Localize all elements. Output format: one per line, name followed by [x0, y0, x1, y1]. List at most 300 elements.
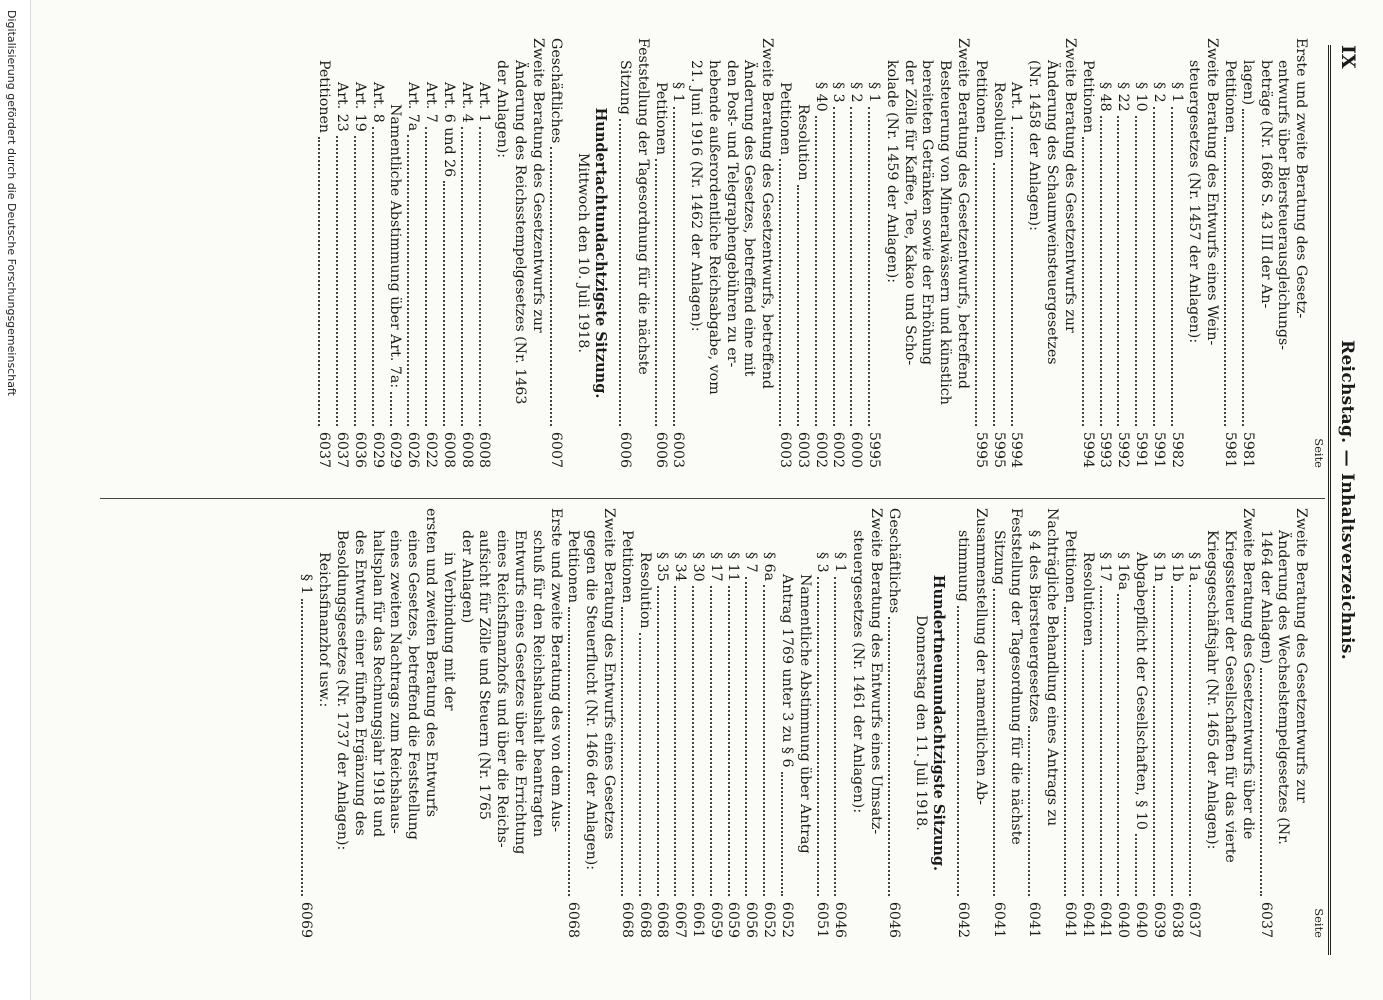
leader-dots: [692, 586, 694, 896]
leader-dots: [655, 159, 657, 426]
entry-label: § 1b: [1168, 552, 1185, 582]
toc-text-line: [971, 508, 989, 938]
entry-label: steuergesetzes (Nr. 1457 der Anlagen):: [1186, 60, 1203, 344]
leader-dots: [746, 577, 748, 896]
toc-text-line: [866, 508, 884, 938]
session-heading: Hundertachtundachtzigste Sitzung.: [592, 107, 610, 399]
toc-entry: [653, 508, 671, 938]
entry-label: Besoldungsgesetzes (Nr. 1737 der Anlagen):: [333, 530, 350, 851]
toc-entry: [971, 38, 989, 468]
leader-dots: [336, 136, 338, 426]
toc-entry: [475, 38, 493, 468]
entry-label: Zusammenstellung der namentlichen Ab-: [972, 508, 989, 805]
entry-label: Petitionen: [1061, 530, 1078, 603]
leader-dots: [1189, 585, 1191, 896]
entry-label: Erste und zweite Beratung des von dem Aus-: [547, 508, 564, 833]
page-ref: 6037: [1186, 901, 1203, 938]
toc-entry: [759, 508, 777, 938]
right-column: [297, 508, 1327, 938]
entry-label: gegen die Steuerflucht (Nr. 1466 der Anlagen):: [583, 530, 600, 871]
entry-label: Nachträgliche Behandlung eines Antrags zu: [1044, 508, 1061, 827]
entry-label: § 1n: [1150, 552, 1167, 582]
toc-text-line: [704, 38, 722, 468]
session-date: Donnerstag den 11. Juli 1918.: [913, 615, 930, 831]
toc-entry: [829, 38, 847, 468]
toc-entry: [989, 508, 1007, 938]
seite-label: Seite: [1312, 908, 1326, 938]
toc-entry: [1113, 508, 1131, 938]
entry-label: Änderung des Reichsstempelgesetzes (Nr. 1463: [511, 60, 528, 405]
leader-dots: [1082, 650, 1084, 896]
toc-text-line: [1220, 508, 1238, 938]
entry-label: Art. 4: [458, 82, 475, 123]
page-ref: 6008: [458, 431, 475, 468]
leader-dots: [1135, 116, 1137, 426]
leader-dots: [673, 107, 675, 426]
entry-label: § 2: [848, 82, 865, 103]
entry-label: Zweite Beratung des Gesetzentwurfs, betreffend: [759, 38, 776, 389]
leader-dots: [833, 107, 835, 426]
entry-label: (Nr. 1458 der Anlagen):: [1026, 60, 1043, 231]
toc-entry: [421, 38, 439, 468]
header-rule: [1328, 45, 1331, 955]
leader-dots: [781, 772, 783, 897]
page-ref: 5994: [1008, 431, 1025, 468]
entry-label: Feststellung der Tagesordnung für die nächste: [1008, 508, 1025, 845]
page-ref: 6041: [1061, 901, 1078, 938]
toc-entry: [615, 38, 633, 468]
entry-label: eines Reichsfinanzhofs und über die Reichs-: [494, 530, 511, 848]
entry-label: Zweite Beratung des Gesetzentwurfs, betreffend: [955, 38, 972, 389]
page-ref: 6040: [1133, 901, 1150, 938]
page-ref: 6068: [618, 901, 635, 938]
toc-text-line: [492, 508, 510, 938]
page-ref: 6022: [422, 431, 439, 468]
toc-text-line: [1274, 508, 1292, 938]
page-number: IX: [1337, 45, 1359, 69]
leader-dots: [1100, 116, 1102, 426]
entry-label: Petitionen: [316, 60, 333, 133]
toc-text-line: [581, 508, 599, 938]
toc-entry: [1024, 508, 1042, 938]
page-ref: 5993: [1097, 431, 1114, 468]
page-ref: 6056: [743, 901, 760, 938]
page-ref: 6037: [1257, 901, 1274, 938]
entry-label: entwurfs über Biersteuerausgleichungs-: [1275, 60, 1292, 351]
leader-dots: [993, 163, 995, 427]
page-ref: 6000: [848, 431, 865, 468]
toc-entry: [953, 508, 971, 938]
toc-text-line: [510, 508, 528, 938]
page-ref: 6042: [955, 901, 972, 938]
running-head: Reichstag. — Inhaltsverzeichnis.: [1337, 340, 1357, 660]
page-ref: 5991: [1150, 431, 1167, 468]
leader-dots: [1153, 107, 1155, 426]
page-ref: 6008: [476, 431, 493, 468]
entry-label: Geschäftliches: [885, 508, 902, 614]
leader-dots: [888, 617, 890, 896]
toc-entry: [688, 508, 706, 938]
toc-text-line: [386, 508, 404, 938]
entry-label: Geschäftliches: [547, 38, 564, 144]
entry-label: Art. 7: [422, 82, 439, 123]
leader-dots: [619, 119, 621, 426]
entry-label: Sitzung: [990, 530, 1007, 585]
entry-label: Resolution: [794, 104, 811, 181]
page-ref: 6046: [832, 901, 849, 938]
toc-text-line: [1042, 508, 1060, 938]
leader-dots: [1171, 586, 1173, 896]
entry-label: § 1: [832, 552, 849, 573]
page-ref: 6067: [672, 901, 689, 938]
page-ref: 6041: [1079, 901, 1096, 938]
entry-label: § 3: [830, 82, 847, 103]
page-ref: 6036: [351, 431, 368, 468]
entry-label: hebende außerordentliche Reichsabgabe, vom: [705, 60, 722, 395]
toc-entry: [546, 38, 564, 468]
toc-text-line: [633, 38, 651, 468]
entry-label: Antrag 1769 unter 3 zu § 6: [778, 574, 795, 768]
page-ref: 5981: [1239, 431, 1256, 468]
page-ref: 6003: [670, 431, 687, 468]
page-ref: 6037: [333, 431, 350, 468]
leader-dots: [1028, 726, 1030, 896]
leader-dots: [1171, 107, 1173, 426]
entry-label: § 35: [654, 552, 671, 582]
leader-dots: [993, 589, 995, 896]
entry-label: § 11: [725, 552, 742, 582]
toc-entry: [297, 508, 315, 938]
entry-label: Art. 8: [369, 82, 386, 123]
entry-label: der Anlagen): [458, 530, 475, 624]
leader-dots: [1011, 127, 1013, 426]
leader-dots: [817, 577, 819, 896]
toc-entry: [1149, 508, 1167, 938]
toc-text-line: [1256, 38, 1274, 468]
toc-text-line: [1274, 38, 1292, 468]
entry-label: eines zweiten Nachtrags zum Reichshaus-: [387, 530, 404, 834]
page-ref: 6051: [814, 901, 831, 938]
toc-text-line: [350, 508, 368, 938]
page-ref: 5995: [866, 431, 883, 468]
toc-text-line: [1042, 38, 1060, 468]
entry-label: Zweite Beratung des Gesetzentwurfs zur: [1061, 38, 1078, 333]
entry-label: Erste und zweite Beratung des Gesetz-: [1293, 38, 1310, 319]
leader-dots: [1242, 109, 1244, 426]
toc-text-line: [1060, 38, 1078, 468]
entry-label: § 17: [707, 552, 724, 582]
toc-text-line: [918, 38, 936, 468]
entry-label: des Entwurfs einer fünften Ergänzung des: [351, 530, 368, 836]
entry-label: § 1: [298, 574, 315, 595]
entry-label: Resolution: [636, 552, 653, 629]
entry-label: § 34: [672, 552, 689, 582]
page-ref: 6006: [616, 431, 633, 468]
leader-dots: [390, 392, 392, 426]
leader-dots: [1064, 607, 1066, 896]
leader-dots: [1117, 116, 1119, 426]
toc-entry: [1078, 508, 1096, 938]
seite-label: Seite: [1312, 438, 1326, 468]
entry-label: § 6a: [761, 552, 778, 582]
page-ref: 6059: [725, 901, 742, 938]
toc-text-line: [510, 38, 528, 468]
leader-dots: [407, 135, 409, 426]
entry-label: Petitionen: [972, 60, 989, 133]
entry-label: § 3: [814, 552, 831, 573]
toc-entry: [403, 38, 421, 468]
entry-label: Änderung des Schaumweinsteuergesetzes: [1044, 60, 1061, 365]
entry-label: Petitionen: [652, 82, 669, 155]
entry-label: Resolution: [990, 82, 1007, 159]
toc-entry: [1060, 508, 1078, 938]
entry-label: Petitionen: [565, 530, 582, 603]
entry-label: Zweite Beratung des Gesetzentwurfs zur: [529, 38, 546, 333]
toc-entry: [617, 508, 635, 938]
toc-text-line: [421, 508, 439, 938]
leader-dots: [710, 586, 712, 896]
entry-label: schuß für den Reichshaushalt beantragten: [529, 530, 546, 837]
entry-label: Art. 7a: [405, 82, 422, 132]
leader-dots: [815, 116, 817, 426]
page-ref: 6006: [652, 431, 669, 468]
leader-dots: [1117, 594, 1119, 896]
toc-entry: [332, 38, 350, 468]
leader-dots: [479, 127, 481, 426]
toc-text-line: [439, 508, 457, 938]
leader-dots: [834, 577, 836, 896]
entry-label: Resolutionen: [1079, 552, 1096, 647]
leader-dots: [1153, 586, 1155, 896]
entry-label: Kriegsgeschäftsjahr (Nr. 1465 der Anlagen):: [1204, 530, 1221, 850]
toc-entry: [1256, 508, 1274, 938]
toc-entry: [884, 508, 902, 938]
entry-label: § 7: [743, 552, 760, 573]
entry-label: Feststellung der Tagesordnung für die nächste: [634, 38, 651, 375]
page-ref: 5994: [1079, 431, 1096, 468]
toc-entry: [669, 38, 687, 468]
entry-label: aufsicht für Zölle und Steuern (Nr. 1765: [476, 530, 493, 820]
toc-text-line: [758, 38, 776, 468]
toc-text-line: [457, 508, 475, 938]
leader-dots: [728, 586, 730, 896]
entry-label: Reichsfinanzhof usw.:: [316, 552, 333, 708]
entry-label: in Verbindung mit der: [440, 552, 457, 711]
toc-entry: [830, 508, 848, 938]
entry-label: stimmung: [955, 530, 972, 602]
page-ref: 6003: [794, 431, 811, 468]
page-ref: 6040: [1115, 901, 1132, 938]
entry-label: § 4 des Biersteuergesetzes: [1026, 530, 1043, 723]
session-heading: Hundertneunundachtzigste Sitzung.: [930, 574, 948, 872]
entry-label: eines Gesetzes, betreffend die Feststellung: [405, 530, 422, 840]
toc-entry: [706, 508, 724, 938]
toc-entry: [775, 38, 793, 468]
entry-label: beträge (Nr. 1686 S. 43 III der An-: [1257, 60, 1274, 309]
entry-label: § 2: [1150, 82, 1167, 103]
entry-label: Zweite Beratung des Entwurfs eines Wein-: [1204, 38, 1221, 346]
toc-text-line: [686, 38, 704, 468]
page-ref: 5992: [1115, 431, 1132, 468]
leader-dots: [674, 586, 676, 896]
toc-entry: [813, 508, 831, 938]
leader-dots: [779, 159, 781, 426]
toc-entry: [670, 508, 688, 938]
column-divider: [100, 498, 1325, 499]
toc-entry: [1096, 38, 1114, 468]
entry-label: Petitionen: [618, 530, 635, 603]
page-ref: 6038: [1168, 901, 1185, 938]
leader-dots: [568, 607, 570, 896]
toc-entry: [1167, 508, 1185, 938]
leader-dots: [461, 127, 463, 426]
toc-text-line: [332, 508, 350, 938]
leader-dots: [797, 185, 799, 427]
page-ref: 6008: [440, 431, 457, 468]
toc-text-line: [475, 508, 493, 938]
page-ref: 5982: [1168, 431, 1185, 468]
entry-label: § 30: [689, 552, 706, 582]
toc-entry: [846, 38, 864, 468]
toc-text-line: [1202, 38, 1220, 468]
leader-dots: [1260, 668, 1262, 896]
toc-entry: [989, 38, 1007, 468]
page-ref: 6069: [298, 901, 315, 938]
entry-label: § 48: [1097, 82, 1114, 112]
toc-entry: [1078, 38, 1096, 468]
entry-label: Petitionen: [777, 82, 794, 155]
entry-label: Art. 1: [476, 82, 493, 123]
toc-entry: [724, 508, 742, 938]
entry-label: der Anlagen):: [494, 60, 511, 159]
toc-text-line: [795, 508, 813, 938]
entry-label: § 17: [1097, 552, 1114, 582]
entry-label: lagen): [1239, 60, 1256, 106]
toc-entry: [368, 38, 386, 468]
entry-label: kolade (Nr. 1459 der Anlagen):: [883, 60, 900, 284]
page-ref: 6061: [689, 901, 706, 938]
leader-dots: [443, 181, 445, 426]
entry-label: Namentliche Abstimmung über Antrag: [796, 574, 813, 854]
entry-label: Zweite Beratung des Gesetzentwurfs zur: [1293, 508, 1310, 803]
entry-label: Zweite Beratung des Entwurfs eines Umsatz-: [867, 508, 884, 835]
toc-entry: [350, 38, 368, 468]
toc-text-line: [953, 38, 971, 468]
left-column: [314, 38, 1327, 468]
entry-label: Petitionen: [1079, 60, 1096, 133]
toc-entry: [564, 508, 582, 938]
entry-label: Art. 19: [351, 82, 368, 132]
leader-dots: [657, 586, 659, 896]
page-ref: 6003: [777, 431, 794, 468]
leader-dots: [1135, 834, 1137, 896]
toc-entry: [1131, 38, 1149, 468]
leader-dots: [975, 137, 977, 426]
entry-label: bereiteten Getränken sowie der Erhöhung: [919, 60, 936, 365]
page-ref: 5981: [1222, 431, 1239, 468]
entry-label: § 1a: [1186, 552, 1203, 582]
entry-label: § 1: [1168, 82, 1185, 103]
toc-text-line: [599, 508, 617, 938]
entry-label: Zweite Beratung des Entwurfs eines Gesetzes: [600, 508, 617, 840]
page-ref: 6041: [1097, 901, 1114, 938]
entry-label: 1464 der Anlagen): [1257, 530, 1274, 664]
toc-text-line: [1185, 38, 1203, 468]
toc-text-line: [528, 38, 546, 468]
toc-text-line: [368, 508, 386, 938]
entry-label: § 1: [866, 82, 883, 103]
toc-entry: [651, 38, 669, 468]
entry-label: Petitionen: [1222, 60, 1239, 133]
page-ref: 6059: [707, 901, 724, 938]
page-ref: 6052: [778, 901, 795, 938]
leader-dots: [425, 127, 427, 426]
entry-label: § 10: [1133, 82, 1150, 112]
page-ref: 6039: [1150, 901, 1167, 938]
toc-text-line: [935, 38, 953, 468]
toc-text-line: [403, 508, 421, 938]
leader-dots: [1224, 137, 1226, 426]
toc-text-line: [1291, 38, 1309, 468]
session-date: Mittwoch den 10. Juli 1918.: [575, 153, 592, 353]
entry-label: § 22: [1115, 82, 1132, 112]
entry-label: § 40: [812, 82, 829, 112]
toc-entry: [1007, 38, 1025, 468]
toc-text-line: [492, 38, 510, 468]
page-ref: 6002: [812, 431, 829, 468]
leader-dots: [957, 606, 959, 896]
toc-entry: [386, 38, 404, 468]
entry-label: 21. Juni 1916 (Nr. 1462 der Anlagen):: [688, 60, 705, 332]
page-ref: 6029: [369, 431, 386, 468]
toc-text-line: [1238, 508, 1256, 938]
page-ref: 6029: [387, 431, 404, 468]
toc-entry: [742, 508, 760, 938]
leader-dots: [850, 107, 852, 426]
entry-label: Kriegssteuer der Gesellschaften für das vierte: [1222, 530, 1239, 863]
leader-dots: [372, 127, 374, 426]
leader-dots: [318, 137, 320, 426]
toc-text-line: [1291, 508, 1309, 938]
toc-text-line: [740, 38, 758, 468]
toc-text-line: [848, 508, 866, 938]
toc-text-line: [722, 38, 740, 468]
toc-text-line: [528, 508, 546, 938]
toc-entry: [811, 38, 829, 468]
page-ref: 6068: [654, 901, 671, 938]
toc-entry: [1167, 38, 1185, 468]
page-ref: 6041: [1026, 901, 1043, 938]
toc-entry: [864, 38, 882, 468]
entry-label: Art. 23: [333, 82, 350, 132]
toc-entry: [635, 508, 653, 938]
page-ref: 6026: [405, 431, 422, 468]
toc-entry: [1149, 38, 1167, 468]
toc-text-line: [1024, 38, 1042, 468]
leader-dots: [354, 136, 356, 426]
entry-label: Änderung des Wechselstempelgesetzes (Nr.: [1275, 530, 1292, 845]
entry-label: § 1: [670, 82, 687, 103]
toc-text-line: [1007, 508, 1025, 938]
entry-label: der Zölle für Kaffee, Tee, Kakao und Scho-: [901, 60, 918, 366]
entry-label: Sitzung: [616, 60, 633, 115]
leader-dots: [1100, 586, 1102, 896]
entry-label: Art. 1: [1008, 82, 1025, 123]
leader-dots: [763, 585, 765, 896]
toc-entry: [1131, 508, 1149, 938]
entry-label: steuergesetzes (Nr. 1461 der Anlagen):: [850, 530, 867, 814]
page-ref: 6052: [761, 901, 778, 938]
